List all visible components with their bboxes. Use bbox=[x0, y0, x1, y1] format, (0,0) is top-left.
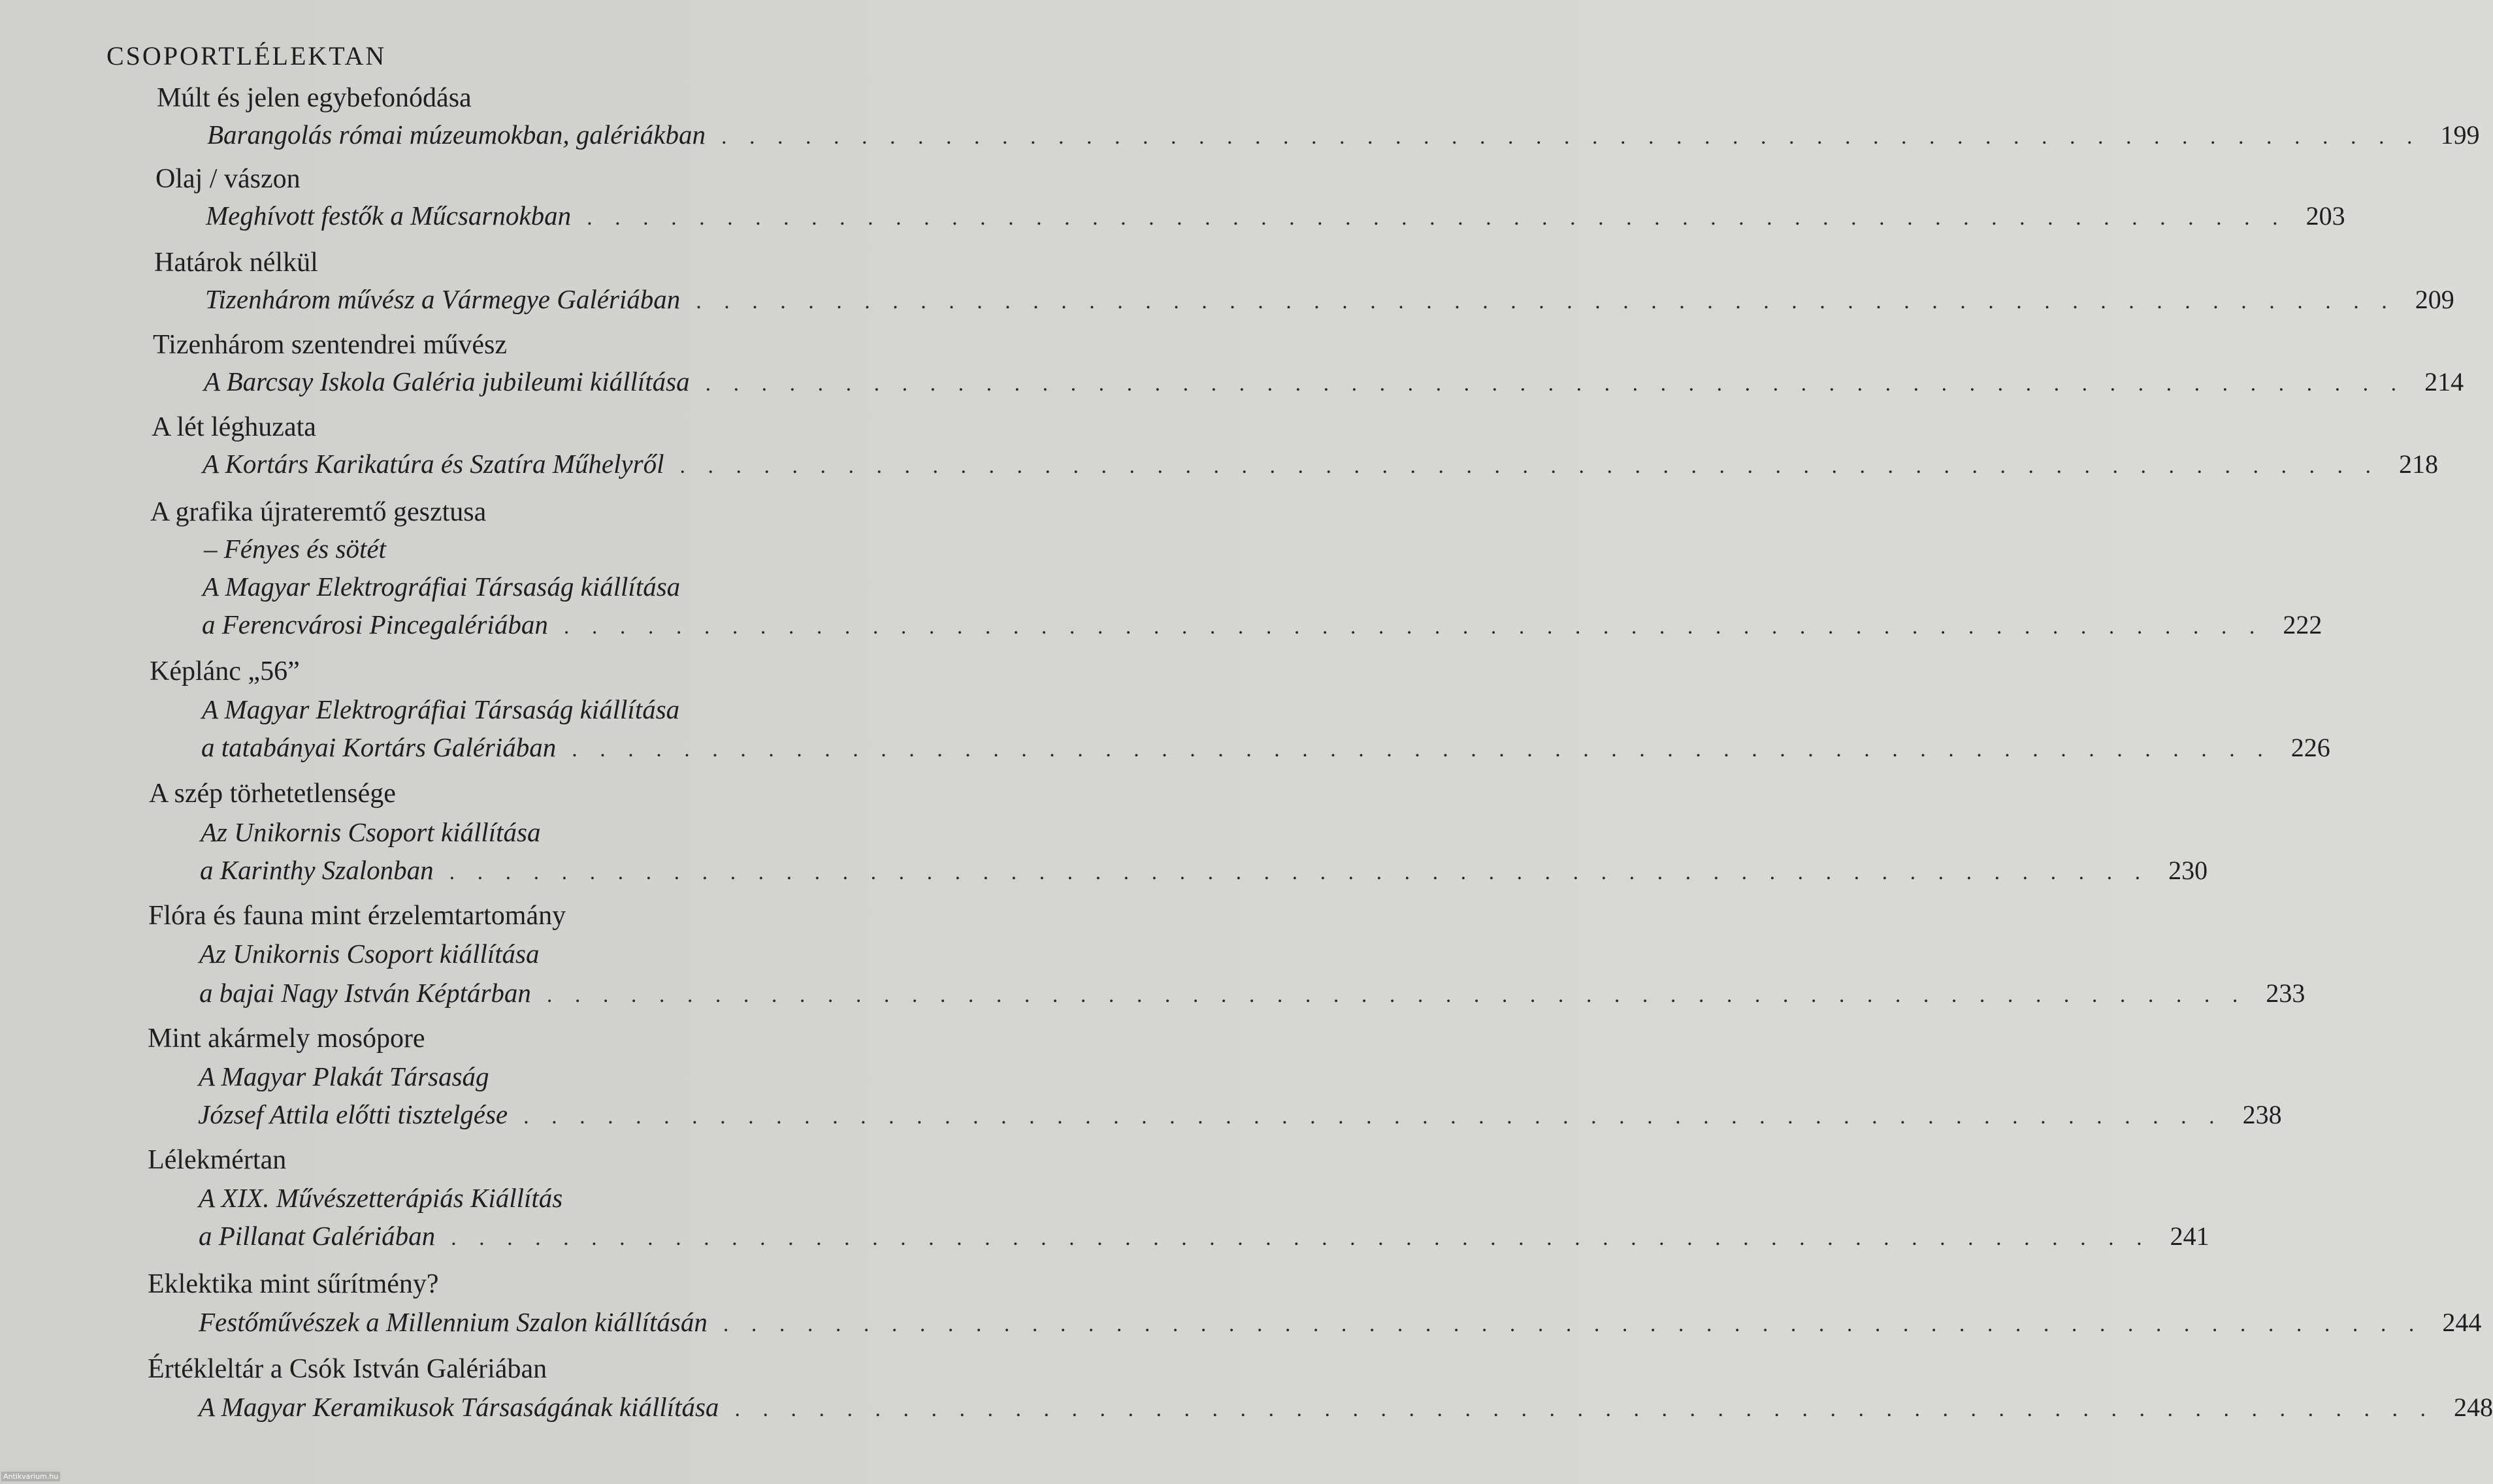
dot-leader bbox=[680, 283, 2396, 320]
entry-last-line bbox=[206, 197, 2345, 234]
page-number: 226 bbox=[2290, 733, 2330, 762]
page-number: 233 bbox=[2266, 978, 2306, 1008]
dot-leader bbox=[719, 1391, 2434, 1428]
entry-title: Lélekmértan bbox=[148, 1145, 287, 1175]
entry-subtitle: József Attila előtti tisztelgése bbox=[198, 1099, 508, 1129]
entry-subtitle: Festőművészek a Millennium Szalon kiállításán bbox=[199, 1307, 708, 1337]
entry-subtitle: A Magyar Plakát Társaság bbox=[199, 1061, 489, 1091]
entry-last-line bbox=[203, 445, 2439, 482]
page-number: 238 bbox=[2242, 1100, 2282, 1129]
entry-subtitle: a bajai Nagy István Képtárban bbox=[199, 978, 531, 1008]
entry-title: A grafika újrateremtő gesztusa bbox=[150, 497, 487, 527]
entry-subtitle: – Fényes és sötét bbox=[204, 534, 386, 564]
dot-leader bbox=[435, 1220, 2151, 1257]
page-number: 199 bbox=[2440, 120, 2480, 150]
entry-title: Képlánc „56” bbox=[150, 656, 300, 686]
entry-subtitle: a Karinthy Szalonban bbox=[200, 855, 434, 885]
entry-last-line bbox=[202, 606, 2322, 643]
entry-title: Tizenhárom szentendrei művész bbox=[153, 330, 507, 360]
entry-last-line bbox=[198, 1096, 2282, 1133]
entry-subtitle: a Pillanat Galériában bbox=[199, 1221, 436, 1251]
page-number: 203 bbox=[2306, 201, 2345, 231]
entry-subtitle: Meghívott festők a Műcsarnokban bbox=[206, 201, 572, 231]
entry-subtitle: a tatabányai Kortárs Galériában bbox=[201, 732, 557, 762]
entry-title: Határok nélkül bbox=[154, 248, 318, 278]
page-number: 248 bbox=[2453, 1393, 2493, 1422]
dot-leader bbox=[571, 200, 2287, 236]
page-number: 214 bbox=[2424, 367, 2464, 396]
entry-subtitle: Az Unikornis Csoport kiállítása bbox=[201, 817, 541, 847]
dot-leader bbox=[508, 1099, 2223, 1135]
entry-last-line bbox=[199, 1304, 2482, 1340]
entry-last-line bbox=[204, 363, 2464, 400]
dot-leader bbox=[706, 119, 2421, 155]
entry-last-line bbox=[199, 1218, 2209, 1254]
page-number: 230 bbox=[2168, 856, 2208, 885]
entry-title: A szép törhetetlensége bbox=[149, 779, 396, 809]
dot-leader bbox=[708, 1306, 2423, 1343]
dot-leader bbox=[664, 448, 2380, 485]
entry-subtitle: A Magyar Keramikusok Társaságának kiállítása bbox=[199, 1392, 719, 1422]
watermark: Antikvarium.hu bbox=[1, 1472, 60, 1481]
page-number: 241 bbox=[2170, 1221, 2209, 1251]
entry-title: Flóra és fauna mint érzelemtartomány bbox=[148, 901, 566, 931]
entry-subtitle: A Magyar Elektrográfiai Társaság kiállítása bbox=[202, 694, 680, 724]
entry-last-line bbox=[199, 975, 2306, 1011]
entry-title: Eklektika mint sűrítmény? bbox=[148, 1269, 439, 1299]
entry-last-line bbox=[201, 729, 2330, 766]
entry-last-line bbox=[200, 852, 2208, 888]
entry-last-line bbox=[205, 281, 2454, 317]
entry-subtitle: Barangolás római múzeumokban, galériákban bbox=[207, 120, 706, 150]
section-title: CSOPORTLÉLEKTAN bbox=[106, 41, 387, 71]
entry-title: Múlt és jelen egybefonódása bbox=[157, 83, 472, 113]
entry-subtitle: A Magyar Elektrográfiai Társaság kiállítása bbox=[203, 572, 681, 602]
page-number: 209 bbox=[2415, 285, 2454, 314]
dot-leader bbox=[690, 366, 2405, 402]
entry-subtitle: Az Unikornis Csoport kiállítása bbox=[199, 939, 540, 969]
dot-leader bbox=[531, 977, 2247, 1014]
entry-title: Mint akármely mosópore bbox=[148, 1024, 425, 1054]
page-number: 222 bbox=[2283, 610, 2322, 639]
entry-subtitle: A Kortárs Karikatúra és Szatíra Műhelyről bbox=[203, 449, 664, 479]
entry-subtitle: A XIX. Művészetterápiás Kiállítás bbox=[199, 1183, 563, 1213]
entry-last-line bbox=[207, 116, 2480, 153]
dot-leader bbox=[548, 609, 2264, 645]
entry-title: Olaj / vászon bbox=[155, 164, 301, 194]
page-number: 218 bbox=[2399, 449, 2439, 479]
dot-leader bbox=[556, 732, 2272, 768]
dot-leader bbox=[434, 854, 2149, 891]
entry-title: Értékleltár a Csók István Galériában bbox=[148, 1354, 547, 1384]
entry-subtitle: a Ferencvárosi Pincegalériában bbox=[202, 609, 548, 639]
entry-subtitle: A Barcsay Iskola Galéria jubileumi kiállítása bbox=[204, 366, 690, 396]
page-number: 244 bbox=[2442, 1308, 2482, 1337]
entry-subtitle: Tizenhárom művész a Vármegye Galériában bbox=[205, 284, 681, 314]
entry-last-line bbox=[199, 1389, 2493, 1425]
entry-title: A lét léghuzata bbox=[152, 412, 316, 442]
